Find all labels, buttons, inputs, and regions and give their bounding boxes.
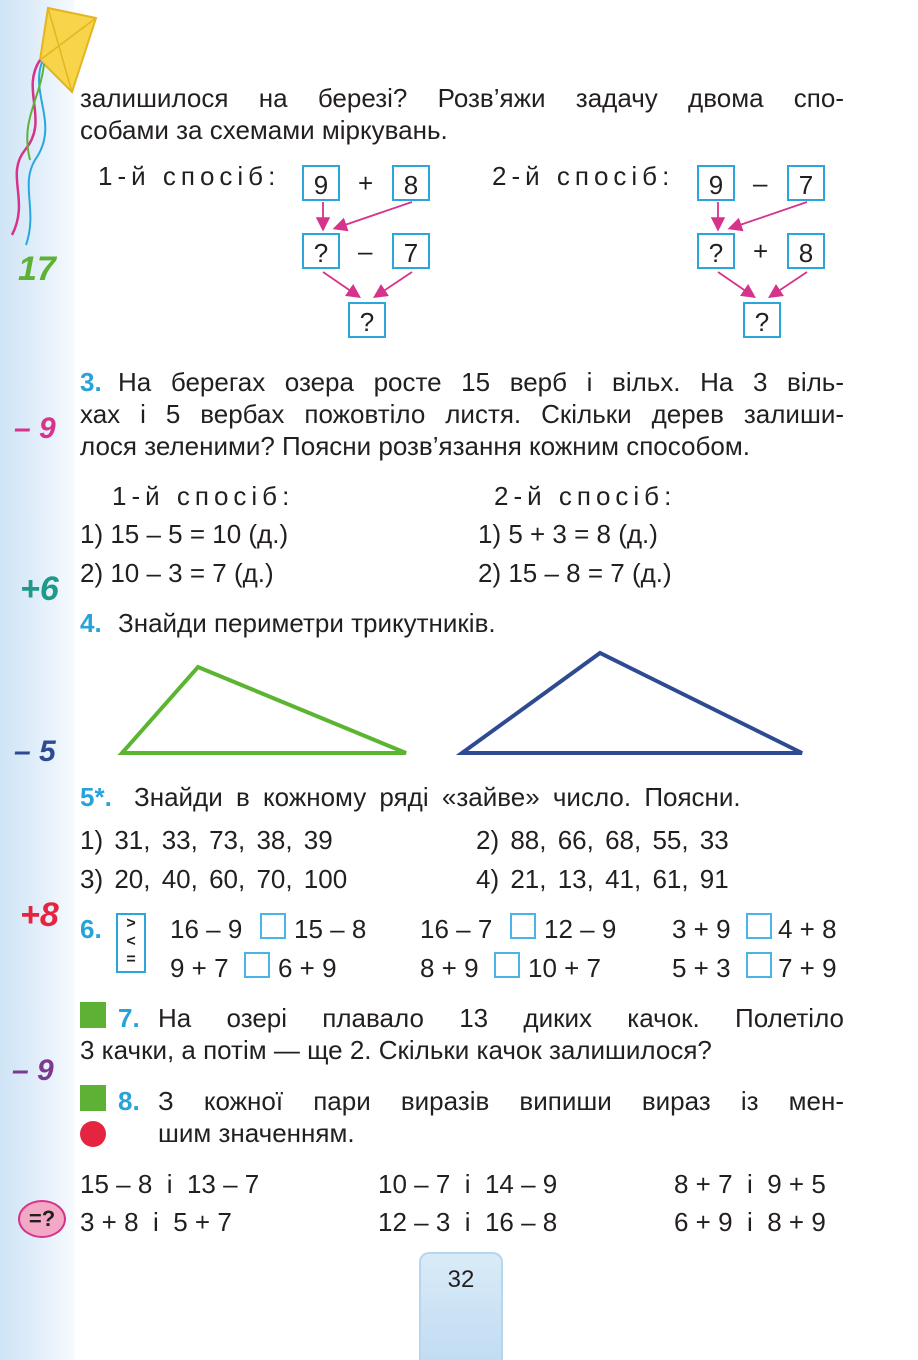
margin-number: 17	[18, 250, 56, 288]
task8-line: З кожної пари виразів випиши вираз із мен-	[158, 1086, 844, 1116]
scheme-first-c: 7	[392, 233, 430, 269]
task8-pair: 12 – 3 і 16 – 8	[378, 1207, 558, 1237]
margin-number: +8	[20, 896, 59, 934]
greater-sign: >	[126, 915, 136, 932]
compare-box[interactable]	[260, 913, 286, 939]
task7-text	[80, 1002, 844, 1066]
scheme-second-op2: +	[753, 236, 769, 266]
intro-line: собами за схемами міркувань.	[80, 115, 448, 145]
expr-right: 6 + 9	[278, 953, 337, 983]
task7-line	[80, 1002, 844, 1034]
task8-pair: 6 + 9 і 8 + 9	[674, 1207, 826, 1237]
task5-row: 2) 88, 66, 68, 55, 33	[476, 825, 729, 855]
task7-line-text: На озері плавало 13 диких качок. Полетіло	[158, 1003, 844, 1033]
compare-box[interactable]	[244, 952, 270, 978]
expr-right: 15 – 8	[294, 914, 367, 944]
intro-text	[80, 82, 844, 146]
scheme-first-result: ?	[348, 302, 386, 338]
task6-number: 6.	[80, 914, 102, 944]
task5-row: 3) 20, 40, 60, 70, 100	[80, 864, 348, 894]
task3-way1-label: 1-й спосіб:	[112, 481, 295, 511]
task7-number: 7.	[118, 1003, 140, 1033]
task3-way1-step: 1) 15 – 5 = 10 (д.)	[80, 519, 289, 549]
expr-right: 4 + 8	[778, 914, 837, 944]
task8-text	[158, 1085, 844, 1149]
scheme-second-result: ?	[743, 302, 781, 338]
less-sign: <	[126, 933, 136, 950]
intro-line: залишилося на березі? Розв’яжи задачу двома спо-	[80, 83, 844, 113]
task3-line: лося зеленими? Поясни розв’язання кожним способом.	[80, 431, 750, 461]
task3-line: хах і 5 вербах пожовтіло листя. Скільки дерев залиши-	[80, 399, 844, 429]
task4-number: 4.	[80, 608, 102, 638]
task8-pair: 3 + 8 і 5 + 7	[80, 1207, 232, 1237]
task3-line	[80, 366, 844, 398]
expr-left: 16 – 9	[170, 914, 243, 944]
margin-number: – 9	[14, 412, 56, 445]
scheme-second-q1: ?	[697, 233, 735, 269]
compare-box[interactable]	[510, 913, 536, 939]
margin-number: – 5	[14, 735, 56, 768]
left-triangle	[122, 667, 406, 753]
task5-text: Знайди в кожному ряді «зайве» число. Поясни.	[134, 782, 741, 812]
compare-box[interactable]	[746, 952, 772, 978]
expr-left: 3 + 9	[672, 914, 731, 944]
task8-pair: 10 – 7 і 14 – 9	[378, 1169, 558, 1199]
right-triangle	[462, 653, 802, 753]
comparison-signs	[116, 913, 146, 973]
margin-number: +6	[20, 570, 59, 608]
scheme-label-second: 2-й спосіб:	[492, 161, 675, 191]
red-dot-icon	[80, 1121, 106, 1147]
scheme-second-a: 9	[697, 165, 735, 201]
task5-number: 5*.	[80, 782, 112, 812]
scheme-first-a: 9	[302, 165, 340, 201]
task8-number: 8.	[118, 1086, 140, 1116]
expr-right: 10 + 7	[528, 953, 602, 983]
task5-row: 4) 21, 13, 41, 61, 91	[476, 864, 729, 894]
page-number: 32	[447, 1266, 475, 1293]
scheme-second-op1: –	[753, 168, 768, 198]
task3-way2-step: 1) 5 + 3 = 8 (д.)	[478, 519, 658, 549]
scheme-second-c: 8	[787, 233, 825, 269]
task3-number: 3.	[80, 367, 102, 397]
scheme-label-first: 1-й спосіб:	[98, 161, 281, 191]
compare-box[interactable]	[494, 952, 520, 978]
green-square-icon	[80, 1085, 106, 1111]
triangles	[110, 645, 820, 765]
task8-pair: 8 + 7 і 9 + 5	[674, 1169, 826, 1199]
question-badge-label: =?	[28, 1206, 56, 1231]
expr-right: 7 + 9	[778, 953, 837, 983]
scheme-first-op2: –	[358, 236, 373, 266]
expr-left: 9 + 7	[170, 953, 229, 983]
question-badge	[18, 1200, 66, 1238]
task3-way1-step: 2) 10 – 3 = 7 (д.)	[80, 558, 274, 588]
expr-right: 12 – 9	[544, 914, 617, 944]
scheme-first-op1: +	[358, 168, 374, 198]
expr-left: 16 – 7	[420, 914, 493, 944]
scheme-first-b: 8	[392, 165, 430, 201]
task3-line-text: На берегах озера росте 15 верб і вільх. На 3 віль-	[118, 367, 844, 397]
scheme-second-b: 7	[787, 165, 825, 201]
task8-line: шим значенням.	[158, 1118, 355, 1148]
task3-text	[80, 366, 844, 462]
task3-way2-step: 2) 15 – 8 = 7 (д.)	[478, 558, 672, 588]
page-number-tab	[419, 1252, 503, 1360]
expr-left: 5 + 3	[672, 953, 731, 983]
task7-line: 3 качки, а потім — ще 2. Скільки качок залишилося?	[80, 1035, 712, 1065]
task3-way2-label: 2-й спосіб:	[494, 481, 677, 511]
compare-box[interactable]	[746, 913, 772, 939]
expr-left: 8 + 9	[420, 953, 479, 983]
margin-number: – 9	[12, 1054, 54, 1087]
scheme-first-q1: ?	[302, 233, 340, 269]
task4-text: Знайди периметри трикутників.	[118, 608, 496, 638]
task5-row: 1) 31, 33, 73, 38, 39	[80, 825, 333, 855]
task8-pair: 15 – 8 і 13 – 7	[80, 1169, 260, 1199]
equal-sign: =	[126, 951, 136, 968]
